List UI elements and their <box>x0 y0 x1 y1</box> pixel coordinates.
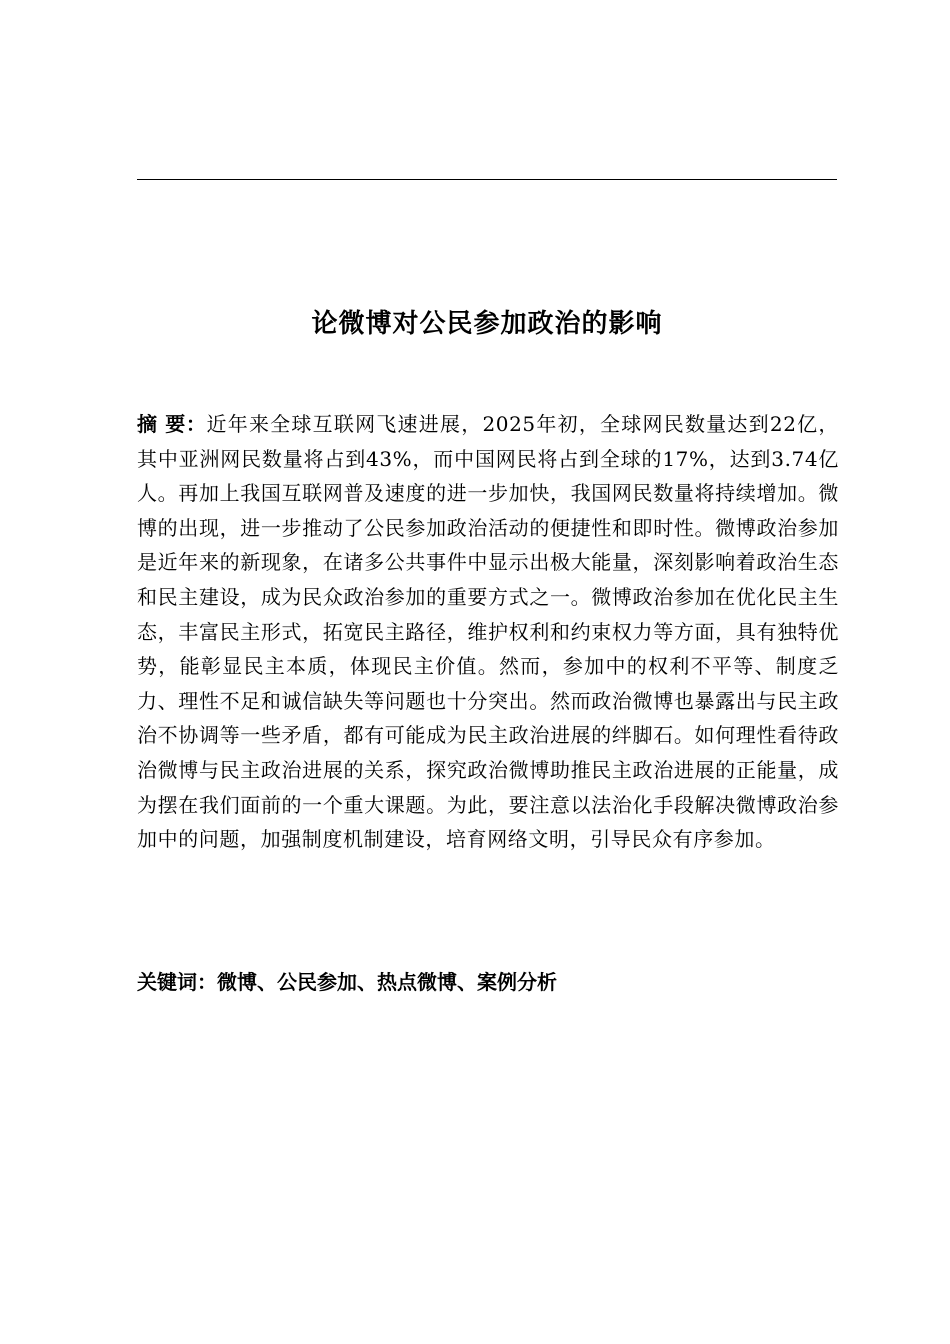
keywords-text: 微博、公民参加、热点微博、案例分析 <box>217 970 557 994</box>
header-rule <box>137 179 837 180</box>
keywords-line <box>137 964 837 1000</box>
abstract-text: 近年来全球互联网飞速进展，2025年初，全球网民数量达到22亿，其中亚洲网民数量将占到43%，而中国网民将占到全球的17%，达到3.74亿人。再加上我国互联网普及速度的进一步加快，我国网民数量将持续增加。微博的出现，进一步推动了公民参加政治活动的便捷性和即时性。微博政治参加是近年来的新现象，在诸多公共事件中显示出极大能量，深刻影响着政治生态和民主建设，成为民众政治参加的重要方式之一。微博政治参加在优化民主生态，丰富民主形式，拓宽民主路径，维护权利和约束权力等方面，具有独特优势，能彰显民主本质，体现民主价值。然而，参加中的权利不平等、制度乏力、理性不足和诚信缺失等问题也十分突出。然而政治微博也暴露出与民主政治不协调等一些矛盾，都有可能成为民主政治进展的绊脚石。如何理性看待政治微博与民主政治进展的关系，探究政治微博助推民主政治进展的正能量，成为摆在我们面前的一个重大课题。为此，要注意以法治化手段解决微博政治参加中的问题，加强制度机制建设，培育网络文明，引导民众有序参加。 <box>137 412 839 852</box>
abstract-label: 摘 要： <box>137 412 207 436</box>
document-title: 论微博对公民参加政治的影响 <box>311 309 663 339</box>
abstract-paragraph <box>137 407 839 857</box>
keywords-label: 关键词： <box>137 970 217 994</box>
